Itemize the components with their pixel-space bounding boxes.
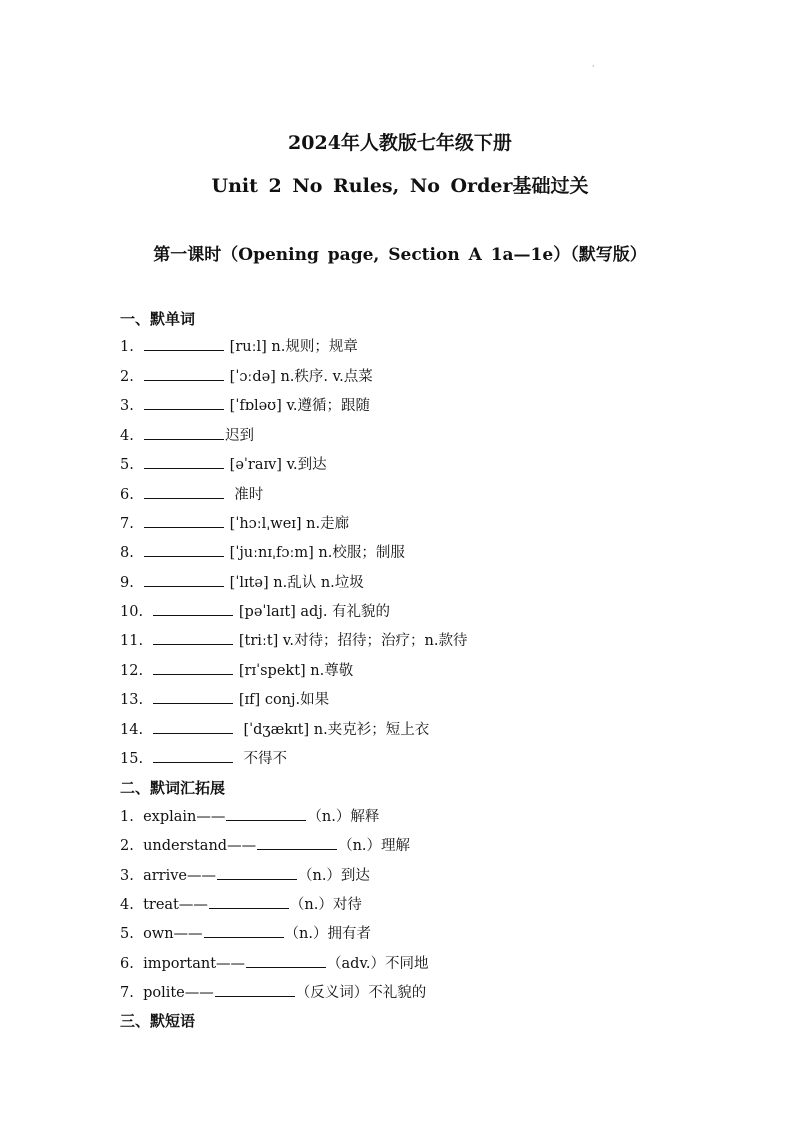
item-number: 13. xyxy=(120,692,144,708)
item-word: treat—— xyxy=(143,897,208,913)
item-text: 迟到 xyxy=(225,428,255,444)
answer-blank[interactable] xyxy=(153,721,233,734)
item-text: （n.）解释 xyxy=(307,809,380,825)
item-number: 14. xyxy=(120,722,144,738)
answer-blank[interactable] xyxy=(153,603,233,616)
answer-blank[interactable] xyxy=(144,368,224,381)
item-number: 5. xyxy=(120,457,134,473)
vocab-item xyxy=(120,335,358,356)
vocab-item xyxy=(120,483,263,504)
answer-blank[interactable] xyxy=(153,632,233,645)
item-number: 7. xyxy=(120,516,134,532)
answer-blank[interactable] xyxy=(209,896,289,909)
item-text: [pəˈlaɪt] adj. 有礼貌的 xyxy=(238,604,391,620)
item-number: 1. xyxy=(120,809,134,825)
item-word: understand—— xyxy=(143,838,257,854)
section2-heading: 二、默词汇拓展 xyxy=(120,779,226,797)
page-title: 2024年人教版七年级下册 xyxy=(288,132,512,154)
answer-blank[interactable] xyxy=(215,984,295,997)
vocab-item xyxy=(120,718,429,739)
answer-blank[interactable] xyxy=(246,955,326,968)
item-number: 3. xyxy=(120,398,134,414)
answer-blank[interactable] xyxy=(204,925,284,938)
expansion-item xyxy=(120,805,379,826)
item-text: （n.）对待 xyxy=(289,897,362,913)
expansion-item xyxy=(120,922,371,943)
item-number: 7. xyxy=(120,985,134,1001)
expansion-item xyxy=(120,952,429,973)
item-word: important—— xyxy=(143,956,246,972)
item-number: 6. xyxy=(120,956,134,972)
item-word: polite—— xyxy=(143,985,214,1001)
item-text: [ruːl] n.规则；规章 xyxy=(229,339,358,355)
vocab-item xyxy=(120,512,349,533)
vocab-item xyxy=(120,747,287,768)
item-text: [əˈraɪv] v.到达 xyxy=(229,457,327,473)
item-number: 6. xyxy=(120,487,134,503)
vocab-item xyxy=(120,394,370,415)
page-dot: · xyxy=(592,62,595,71)
section3-heading: 三、默短语 xyxy=(120,1012,196,1030)
item-text: 不得不 xyxy=(238,751,287,767)
item-text: [ˈlɪtə] n.乱认 n.垃圾 xyxy=(229,575,364,591)
unit-title: Unit 2 No Rules, No Order基础过关 xyxy=(211,175,589,197)
item-text: [ɪf] conj.如果 xyxy=(238,692,330,708)
answer-blank[interactable] xyxy=(226,808,306,821)
vocab-item xyxy=(120,629,467,650)
answer-blank[interactable] xyxy=(144,574,224,587)
answer-blank[interactable] xyxy=(144,397,224,410)
answer-blank[interactable] xyxy=(257,837,337,850)
expansion-item xyxy=(120,864,370,885)
item-number: 1. xyxy=(120,339,134,355)
item-word: arrive—— xyxy=(143,868,216,884)
item-text: （adv.）不同地 xyxy=(327,956,429,972)
item-text: [ˈjuːnɪˌfɔːm] n.校服；制服 xyxy=(229,545,405,561)
item-text: [ˈɔːdə] n.秩序. v.点菜 xyxy=(229,369,373,385)
item-number: 4. xyxy=(120,897,134,913)
vocab-item xyxy=(120,365,373,386)
item-number: 2. xyxy=(120,838,134,854)
vocab-item xyxy=(120,453,327,474)
item-word: own—— xyxy=(143,926,203,942)
vocab-item xyxy=(120,541,405,562)
answer-blank[interactable] xyxy=(153,662,233,675)
item-text: （反义词）不礼貌的 xyxy=(295,985,427,1001)
answer-blank[interactable] xyxy=(217,867,297,880)
item-text: [ˈfɒləʊ] v.遵循；跟随 xyxy=(229,398,371,414)
item-number: 10. xyxy=(120,604,144,620)
answer-blank[interactable] xyxy=(144,486,224,499)
vocab-item xyxy=(120,571,364,592)
answer-blank[interactable] xyxy=(144,544,224,557)
expansion-item xyxy=(120,893,362,914)
item-number: 8. xyxy=(120,545,134,561)
item-number: 15. xyxy=(120,751,144,767)
item-text: [ˈhɔːlˌweɪ] n.走廊 xyxy=(229,516,350,532)
item-number: 11. xyxy=(120,633,144,649)
answer-blank[interactable] xyxy=(144,427,224,440)
item-text: 准时 xyxy=(229,487,264,503)
item-number: 5. xyxy=(120,926,134,942)
answer-blank[interactable] xyxy=(144,515,224,528)
item-text: [triːt] v.对待；招待；治疗；n.款待 xyxy=(238,633,468,649)
item-text: [ˈdʒækɪt] n.夹克衫；短上衣 xyxy=(238,722,430,738)
section1-heading: 一、默单词 xyxy=(120,310,196,328)
answer-blank[interactable] xyxy=(144,456,224,469)
answer-blank[interactable] xyxy=(144,338,224,351)
vocab-item xyxy=(120,688,329,709)
item-number: 3. xyxy=(120,868,134,884)
item-number: 2. xyxy=(120,369,134,385)
vocab-item xyxy=(120,600,390,621)
answer-blank[interactable] xyxy=(153,750,233,763)
item-text: [rɪˈspekt] n.尊敬 xyxy=(238,663,354,679)
vocab-item xyxy=(120,424,254,445)
expansion-item xyxy=(120,981,426,1002)
vocab-item xyxy=(120,659,353,680)
item-number: 4. xyxy=(120,428,134,444)
lesson-title: 第一课时（Opening page, Section A 1a—1e）（默写版） xyxy=(153,245,647,265)
answer-blank[interactable] xyxy=(153,691,233,704)
item-number: 12. xyxy=(120,663,144,679)
item-word: explain—— xyxy=(143,809,226,825)
item-text: （n.）到达 xyxy=(297,868,370,884)
expansion-item xyxy=(120,834,410,855)
item-text: （n.）理解 xyxy=(338,838,411,854)
item-text: （n.）拥有者 xyxy=(284,926,371,942)
item-number: 9. xyxy=(120,575,134,591)
